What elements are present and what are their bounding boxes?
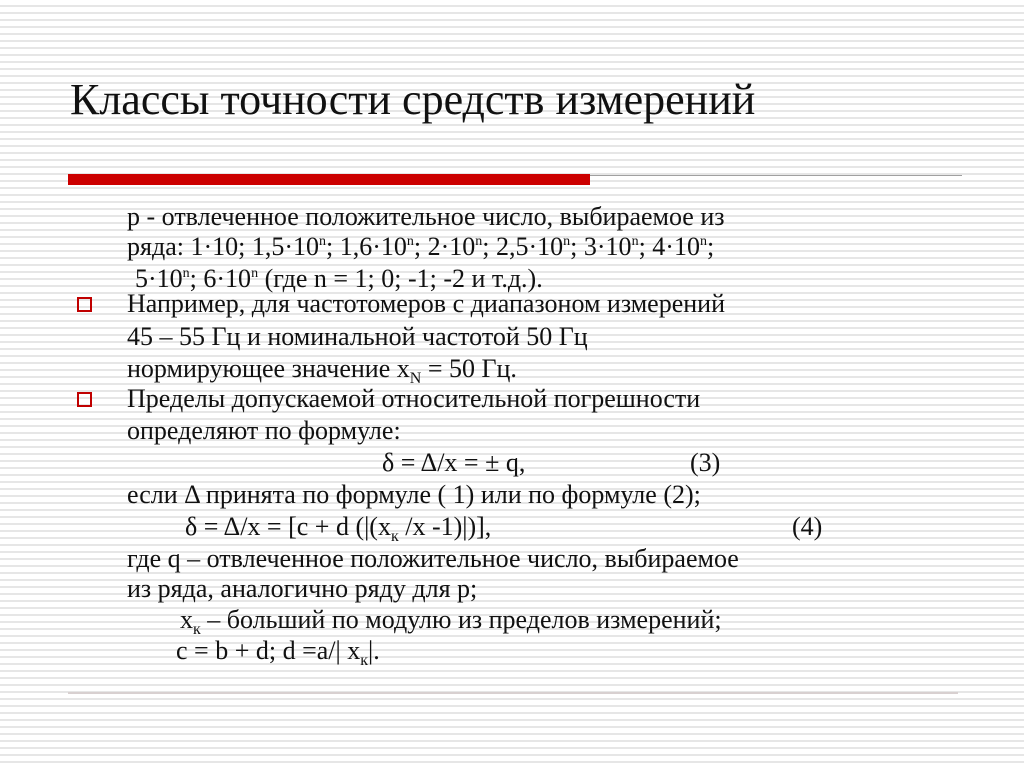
exponent: n <box>182 266 190 281</box>
text-line-content: где q – отвлеченное положительное число, выбираемое <box>127 544 739 573</box>
hollow-square-icon <box>77 392 92 407</box>
text-line-content: – больший по модулю из пределов измерений; <box>200 605 722 634</box>
text-line-content: нормирующее значение x <box>127 354 410 383</box>
exponent: n <box>406 234 414 249</box>
text-line <box>127 542 739 576</box>
hollow-square-icon <box>77 297 92 312</box>
subscript: к <box>193 621 201 638</box>
exponent: n <box>699 234 707 249</box>
formula: δ = Δ/x = ± q, <box>382 448 526 477</box>
series-text: ; 2,5·10 <box>482 232 564 261</box>
equation-number-text: (4) <box>792 512 823 541</box>
subscript: N <box>409 370 422 387</box>
text-line <box>127 352 517 386</box>
slide-title: Классы точности средств измерений <box>70 75 756 124</box>
exponent: n <box>631 234 639 249</box>
series-text: 5·10 <box>135 264 183 293</box>
equation-number-text: (3) <box>690 448 721 477</box>
equation-number <box>792 510 822 544</box>
text-line-content: определяют по формуле: <box>127 416 401 445</box>
formula: /x -1)|)], <box>398 512 492 541</box>
formula-line <box>185 510 491 544</box>
text-line <box>127 287 725 321</box>
title-underline-red <box>68 174 590 185</box>
series-text: ; 1,6·10 <box>326 232 407 261</box>
equation-number <box>690 446 720 480</box>
subscript: к <box>360 652 369 669</box>
series-text: ; 3·10 <box>570 232 632 261</box>
text-line-content: c = b + d; d =a/| x <box>176 636 361 665</box>
formula: δ = Δ/x = [c + d (|(x <box>185 512 391 541</box>
text-line-content: = 50 Гц. <box>421 354 517 383</box>
text-line-content: p - отвлеченное положительное число, выбираемое из <box>127 202 725 231</box>
text-line-content: из ряда, аналогично ряду для p; <box>127 574 478 603</box>
series-line <box>127 230 714 264</box>
series-text: ; 4·10 <box>638 232 700 261</box>
series-text: (где n = 1; 0; -1; -2 и т.д.). <box>258 264 543 293</box>
exponent: n <box>319 234 326 249</box>
subscript: к <box>390 528 399 545</box>
text-line-content: |. <box>368 636 380 665</box>
text-line <box>127 382 700 416</box>
text-line-content: если Δ принята по формуле ( 1) или по формуле (2); <box>127 480 701 509</box>
series-text: ; 2·10 <box>413 232 476 261</box>
text-line-content: Например, для частотомеров с диапазоном измерений <box>127 289 725 318</box>
text-line <box>127 320 588 354</box>
series-text: ряда: 1·10; 1,5·10 <box>127 232 319 261</box>
exponent: n <box>251 266 259 281</box>
text-line-content: 45 – 55 Гц и номинальной частотой 50 Гц <box>127 322 588 351</box>
footer-divider <box>68 692 958 694</box>
exponent: n <box>475 234 483 249</box>
text-line-content: x <box>180 605 193 634</box>
text-line <box>127 414 401 448</box>
text-line-content: Пределы допускаемой относительной погрешности <box>127 384 701 413</box>
series-text: ; 6·10 <box>189 264 252 293</box>
text-line <box>127 478 701 512</box>
text-line <box>180 603 722 637</box>
formula-line <box>382 446 525 480</box>
text-line <box>127 572 477 606</box>
text-line <box>127 200 725 234</box>
text-line <box>176 634 380 668</box>
series-text: ; <box>706 232 715 261</box>
exponent: n <box>563 234 571 249</box>
title-underline-gray <box>590 175 962 176</box>
